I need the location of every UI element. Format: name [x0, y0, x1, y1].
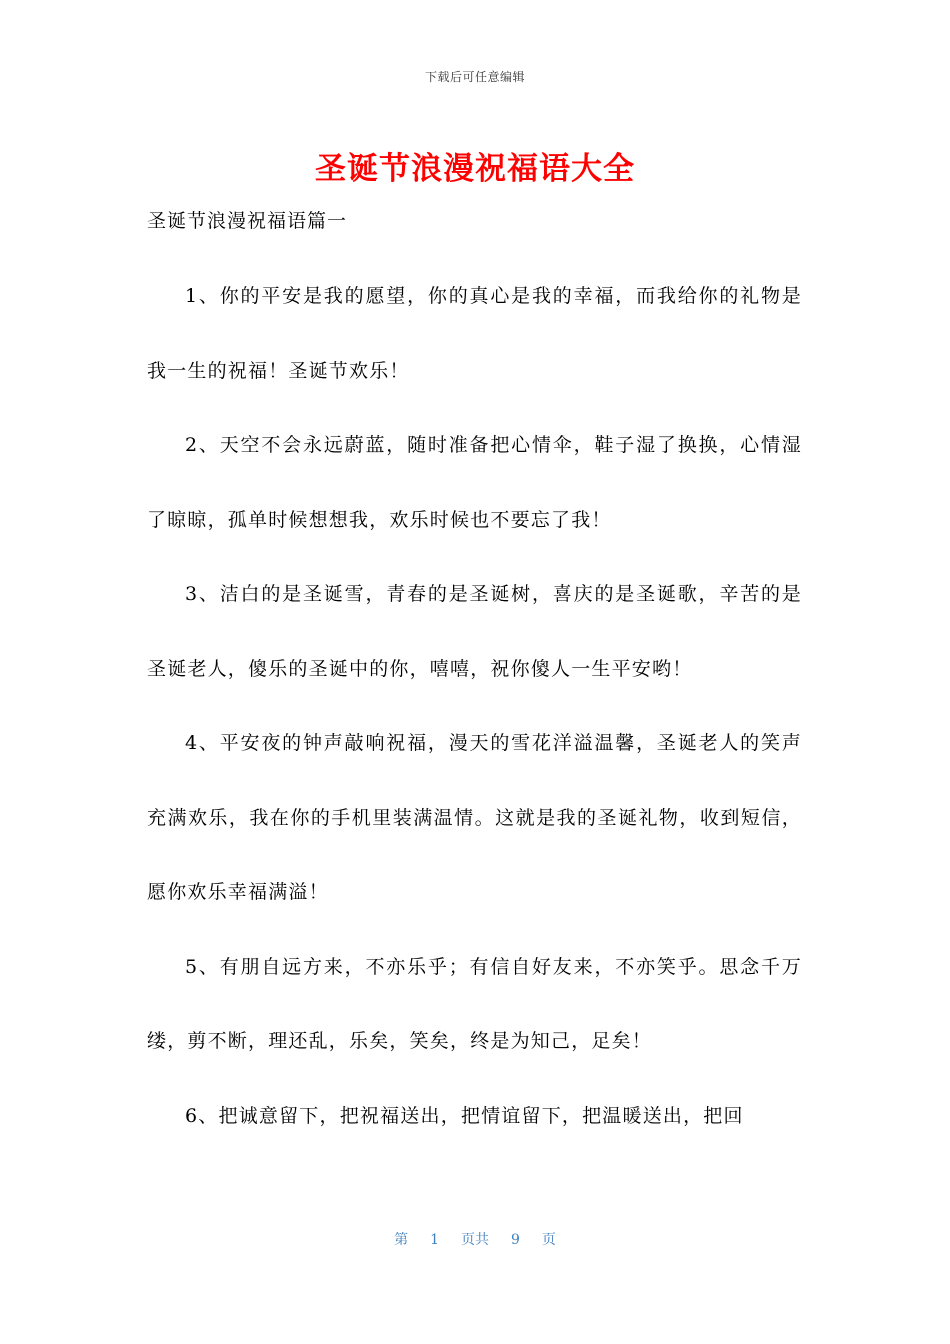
paragraph-4: 4、平安夜的钟声敲响祝福，漫天的雪花洋溢温馨，圣诞老人的笑声充满欢乐，我在你的手机里装满温情。这就是我的圣诞礼物，收到短信，愿你欢乐幸福满溢！ [147, 732, 802, 903]
body-text [147, 259, 802, 1153]
footer-page-prefix: 第 [394, 1232, 409, 1248]
page-footer [0, 1229, 950, 1249]
header-note: 下载后可任意编辑 [424, 70, 525, 84]
footer-page-total: 9 [511, 1232, 520, 1248]
paragraph-2: 2、天空不会永远蔚蓝，随时准备把心情伞，鞋子湿了换换，心情湿了晾晾，孤单时候想想我，欢乐时候也不要忘了我！ [147, 434, 802, 531]
section-heading: 圣诞节浪漫祝福语篇一 [147, 210, 348, 232]
paragraph-3: 3、洁白的是圣诞雪，青春的是圣诞树，喜庆的是圣诞歌，辛苦的是圣诞老人，傻乐的圣诞中的你，嘻嘻，祝你傻人一生平安哟！ [147, 583, 802, 680]
paragraph-6: 6、把诚意留下，把祝福送出，把情谊留下，把温暖送出，把回 [185, 1104, 744, 1127]
footer-page-current: 1 [430, 1232, 439, 1248]
footer-page-suffix: 页 [541, 1232, 556, 1248]
document-title: 圣诞节浪漫祝福语大全 [315, 151, 635, 187]
paragraph-1: 1、你的平安是我的愿望，你的真心是我的幸福，而我给你的礼物是我一生的祝福！圣诞节欢乐！ [147, 285, 802, 382]
paragraph-5: 5、有朋自远方来，不亦乐乎；有信自好友来，不亦笑乎。思念千万缕，剪不断，理还乱，乐矣，笑矣，终是为知己，足矣！ [147, 955, 802, 1052]
footer-page-middle: 页共 [461, 1232, 489, 1248]
